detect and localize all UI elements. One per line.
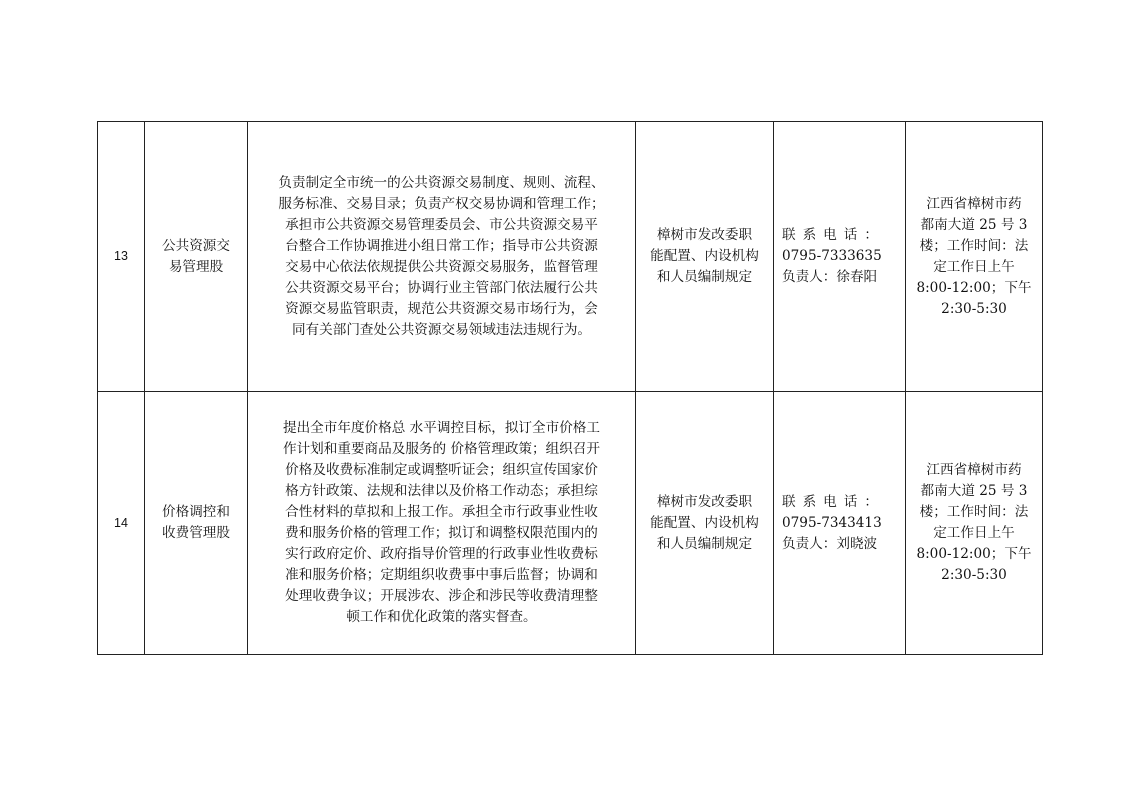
- unit-name-line: 收费管理股: [162, 525, 230, 541]
- phone-label: 联系电话：: [782, 227, 885, 243]
- basis-line: 和人员编制规定: [656, 535, 753, 552]
- duty-line: 同有关部门查处公共资源交易领域违法违规行为。: [291, 321, 592, 338]
- person-in-charge: 负责人：刘晓波: [782, 535, 878, 552]
- duty-line: 准和服务价格；定期组织收费事中事后监督；协调和: [285, 567, 598, 583]
- duty-line: 负责制定全市统一的公共资源交易制度、规则、流程、: [278, 174, 605, 191]
- duty-line: 提出全市年度价格总 水平调控目标，拟订全市价格工: [283, 420, 600, 436]
- phone-number: 0795-7333635: [782, 248, 882, 264]
- address-cell: [906, 122, 1043, 392]
- person-in-charge: 负责人：徐春阳: [782, 269, 878, 285]
- basis-cell: [636, 392, 774, 655]
- address-line: 都南大道 25 号 3: [920, 216, 1028, 233]
- address-cell: [906, 392, 1043, 655]
- duties-cell: [248, 122, 636, 392]
- duty-line: 交易中心依法依规提供公共资源交易服务，监督管理: [285, 258, 598, 275]
- duties-cell: [248, 392, 636, 655]
- address-line: 8:00-12:00；下午: [916, 546, 1032, 562]
- address-line: 2:30-5:30: [941, 300, 1007, 317]
- address-line: 江西省樟树市药: [926, 462, 1022, 478]
- unit-name-line: 价格调控和: [162, 504, 230, 520]
- unit-name-cell: [145, 122, 248, 392]
- address-line: 8:00-12:00；下午: [916, 279, 1032, 296]
- contact-cell: [774, 122, 906, 392]
- department-duties-table: [97, 121, 1043, 655]
- phone-label: 联系电话：: [782, 493, 885, 510]
- duty-line: 格方针政策、法规和法律以及价格工作动态；承担综: [285, 483, 598, 499]
- duty-line: 台整合工作协调推进小组日常工作；指导市公共资源: [285, 237, 598, 254]
- duty-line: 服务标准、交易目录；负责产权交易协调和管理工作；: [278, 195, 605, 212]
- address-line: 楼；工作时间：法: [919, 504, 1029, 520]
- address-line: 楼；工作时间：法: [919, 237, 1029, 254]
- unit-name-line: 公共资源交: [162, 237, 230, 254]
- unit-name-line: 易管理股: [168, 258, 224, 275]
- basis-cell: [636, 122, 774, 392]
- duty-line: 费和服务价格的管理工作；拟订和调整权限范围内的: [285, 525, 598, 541]
- address-line: 都南大道 25 号 3: [920, 483, 1028, 499]
- duty-line: 价格及收费标准制定或调整听证会；组织宣传国家价: [285, 462, 598, 478]
- duty-line: 作计划和重要商品及服务的 价格管理政策；组织召开: [283, 441, 600, 457]
- duty-line: 实行政府定价、政府指导价管理的行政事业性收费标: [285, 546, 598, 562]
- unit-name-cell: [145, 392, 248, 655]
- duty-line: 处理收费争议；开展涉农、涉企和涉民等收费清理整: [285, 588, 598, 604]
- basis-line: 和人员编制规定: [656, 269, 753, 285]
- address-line: 定工作日上午: [933, 258, 1015, 275]
- duty-line: 承担市公共资源交易管理委员会、市公共资源交易平: [285, 216, 598, 233]
- table-row: [98, 392, 1043, 655]
- row-number: 14: [114, 515, 128, 530]
- duty-line: 公共资源交易平台；协调行业主管部门依法履行公共: [285, 279, 598, 296]
- address-line: 江西省樟树市药: [926, 195, 1022, 212]
- row-number-cell: [98, 392, 145, 655]
- address-line: 定工作日上午: [933, 525, 1015, 541]
- phone-number: 0795-7343413: [782, 514, 882, 531]
- row-number-cell: [98, 122, 145, 392]
- basis-line: 能配置、内设机构: [650, 514, 759, 531]
- basis-line: 樟树市发改委职: [656, 227, 753, 243]
- duty-line: 资源交易监管职责，规范公共资源交易市场行为，会: [285, 300, 598, 317]
- duty-line: 顿工作和优化政策的落实督查。: [346, 609, 537, 625]
- row-number: 13: [114, 249, 128, 263]
- basis-line: 樟树市发改委职: [656, 493, 753, 510]
- duty-line: 合性材料的草拟和上报工作。承担全市行政事业性收: [285, 504, 598, 520]
- table-row: [98, 122, 1043, 392]
- address-line: 2:30-5:30: [941, 567, 1007, 583]
- contact-cell: [774, 392, 906, 655]
- basis-line: 能配置、内设机构: [650, 248, 759, 264]
